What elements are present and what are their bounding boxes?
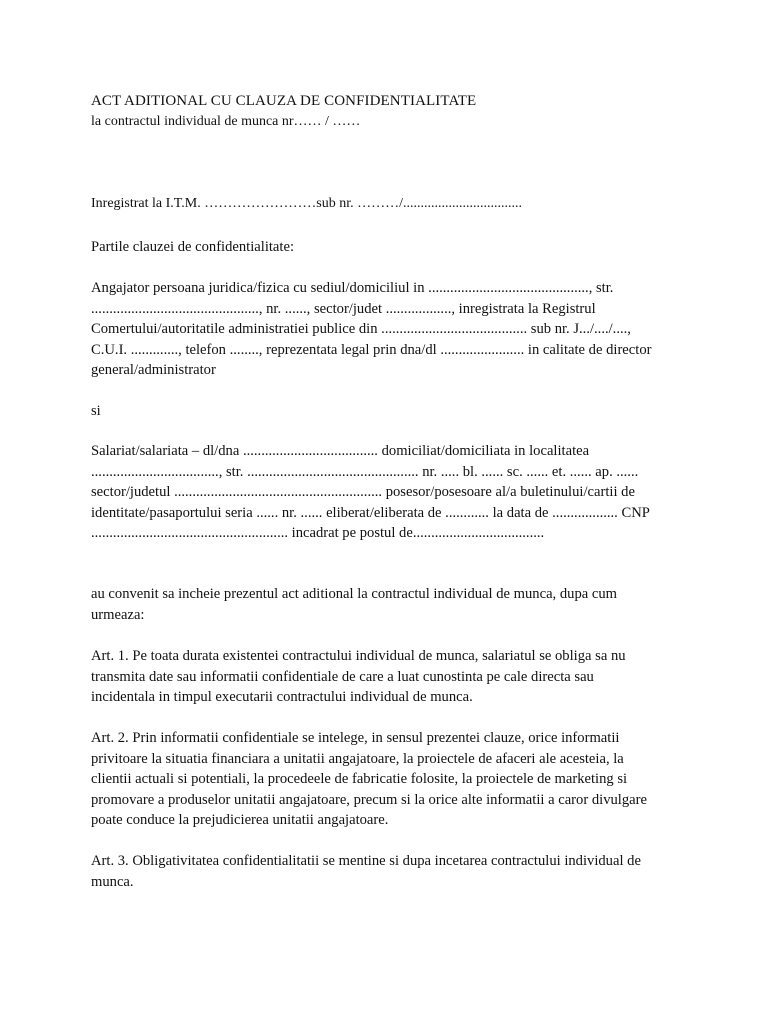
article-2-line: Art. 2. Prin informatii confidentiale se intelege, in sensul prezentei clauze, orice informatii xyxy=(91,730,620,746)
itm-registration-line: Inregistrat la I.T.M. ……………………sub nr. ………/.................................. xyxy=(91,196,522,211)
employer-line: Angajator persoana juridica/fizica cu sediul/domiciliul in ............................................, str. xyxy=(91,280,614,296)
article-1-line: transmita date sau informatii confidentiale de care a luat cunostinta pe cale directa sau xyxy=(91,668,594,685)
parties-heading: Partile clauzei de confidentialitate: xyxy=(91,239,295,255)
article-3-line: munca. xyxy=(91,873,134,890)
article-3-line: Art. 3. Obligativitatea confidentialitatii se mentine si dupa incetarea contractului individual de xyxy=(91,853,641,869)
employer-line: Comertului/autoritatile administratiei publice din ........................................ sub nr. J.../..../...., xyxy=(91,321,631,337)
article-2-line: clientii actuali si potentiali, la procedeele de fabricatie folosite, la proiectele de marketing si xyxy=(91,771,628,787)
employer-line: C.U.I. ............., telefon ........, reprezentata legal prin dna/dl ....................... in calitate de director xyxy=(91,341,652,358)
employee-line: sector/judetul ......................................................... posesor/posesoare al/a buletinului/cartii de xyxy=(91,484,635,500)
employer-line: general/administrator xyxy=(91,362,216,378)
article-2-line: privitoare la situatia financiara a unitatii angajatoare, la proiectele de afaceri ale acesteia, la xyxy=(91,750,624,767)
agreement-line: urmeaza: xyxy=(91,606,145,623)
employee-line: Salariat/salariata – dl/dna ..................................... domiciliat/domiciliata in localitatea xyxy=(91,443,590,459)
agreement-line: au convenit sa incheie prezentul act aditional la contractul individual de munca, dupa cum xyxy=(91,586,617,602)
article-2 xyxy=(91,728,731,831)
conjunction-si: si xyxy=(91,403,101,419)
employer-line: .............................................., nr. ......, sector/judet .................., inregistrata la Registrul xyxy=(91,300,596,317)
article-2-line: promovare a produselor unitatii angajatoare, precum si la orice alte informatii a caror divulgare xyxy=(91,791,647,808)
document-title: ACT ADITIONAL CU CLAUZA DE CONFIDENTIALITATE xyxy=(91,93,477,109)
article-3 xyxy=(91,851,731,892)
article-1-line: Art. 1. Pe toata durata existentei contractului individual de munca, salariatul se obliga sa nu xyxy=(91,648,626,664)
article-2-line: poate conduce la prejudicierea unitatii angajatoare. xyxy=(91,812,389,828)
document-subtitle: la contractul individual de munca nr…… / …… xyxy=(91,114,361,129)
employer-paragraph xyxy=(91,278,731,381)
employee-line: ..................................., str. ............................................... nr. ..... bl. ...... sc. ...... et. ...... ap. ...... xyxy=(91,463,639,480)
article-1 xyxy=(91,646,731,708)
article-1-line: incidentala in timpul executarii contractului individual de munca. xyxy=(91,689,473,705)
employee-paragraph xyxy=(91,441,731,544)
employee-line: identitate/pasaportului seria ...... nr. ...... eliberat/eliberata de ............ la data de .................. CNP xyxy=(91,504,650,521)
employee-line: ...................................................... incadrat pe postul de.................................... xyxy=(91,525,545,541)
agreement-paragraph xyxy=(91,584,731,625)
